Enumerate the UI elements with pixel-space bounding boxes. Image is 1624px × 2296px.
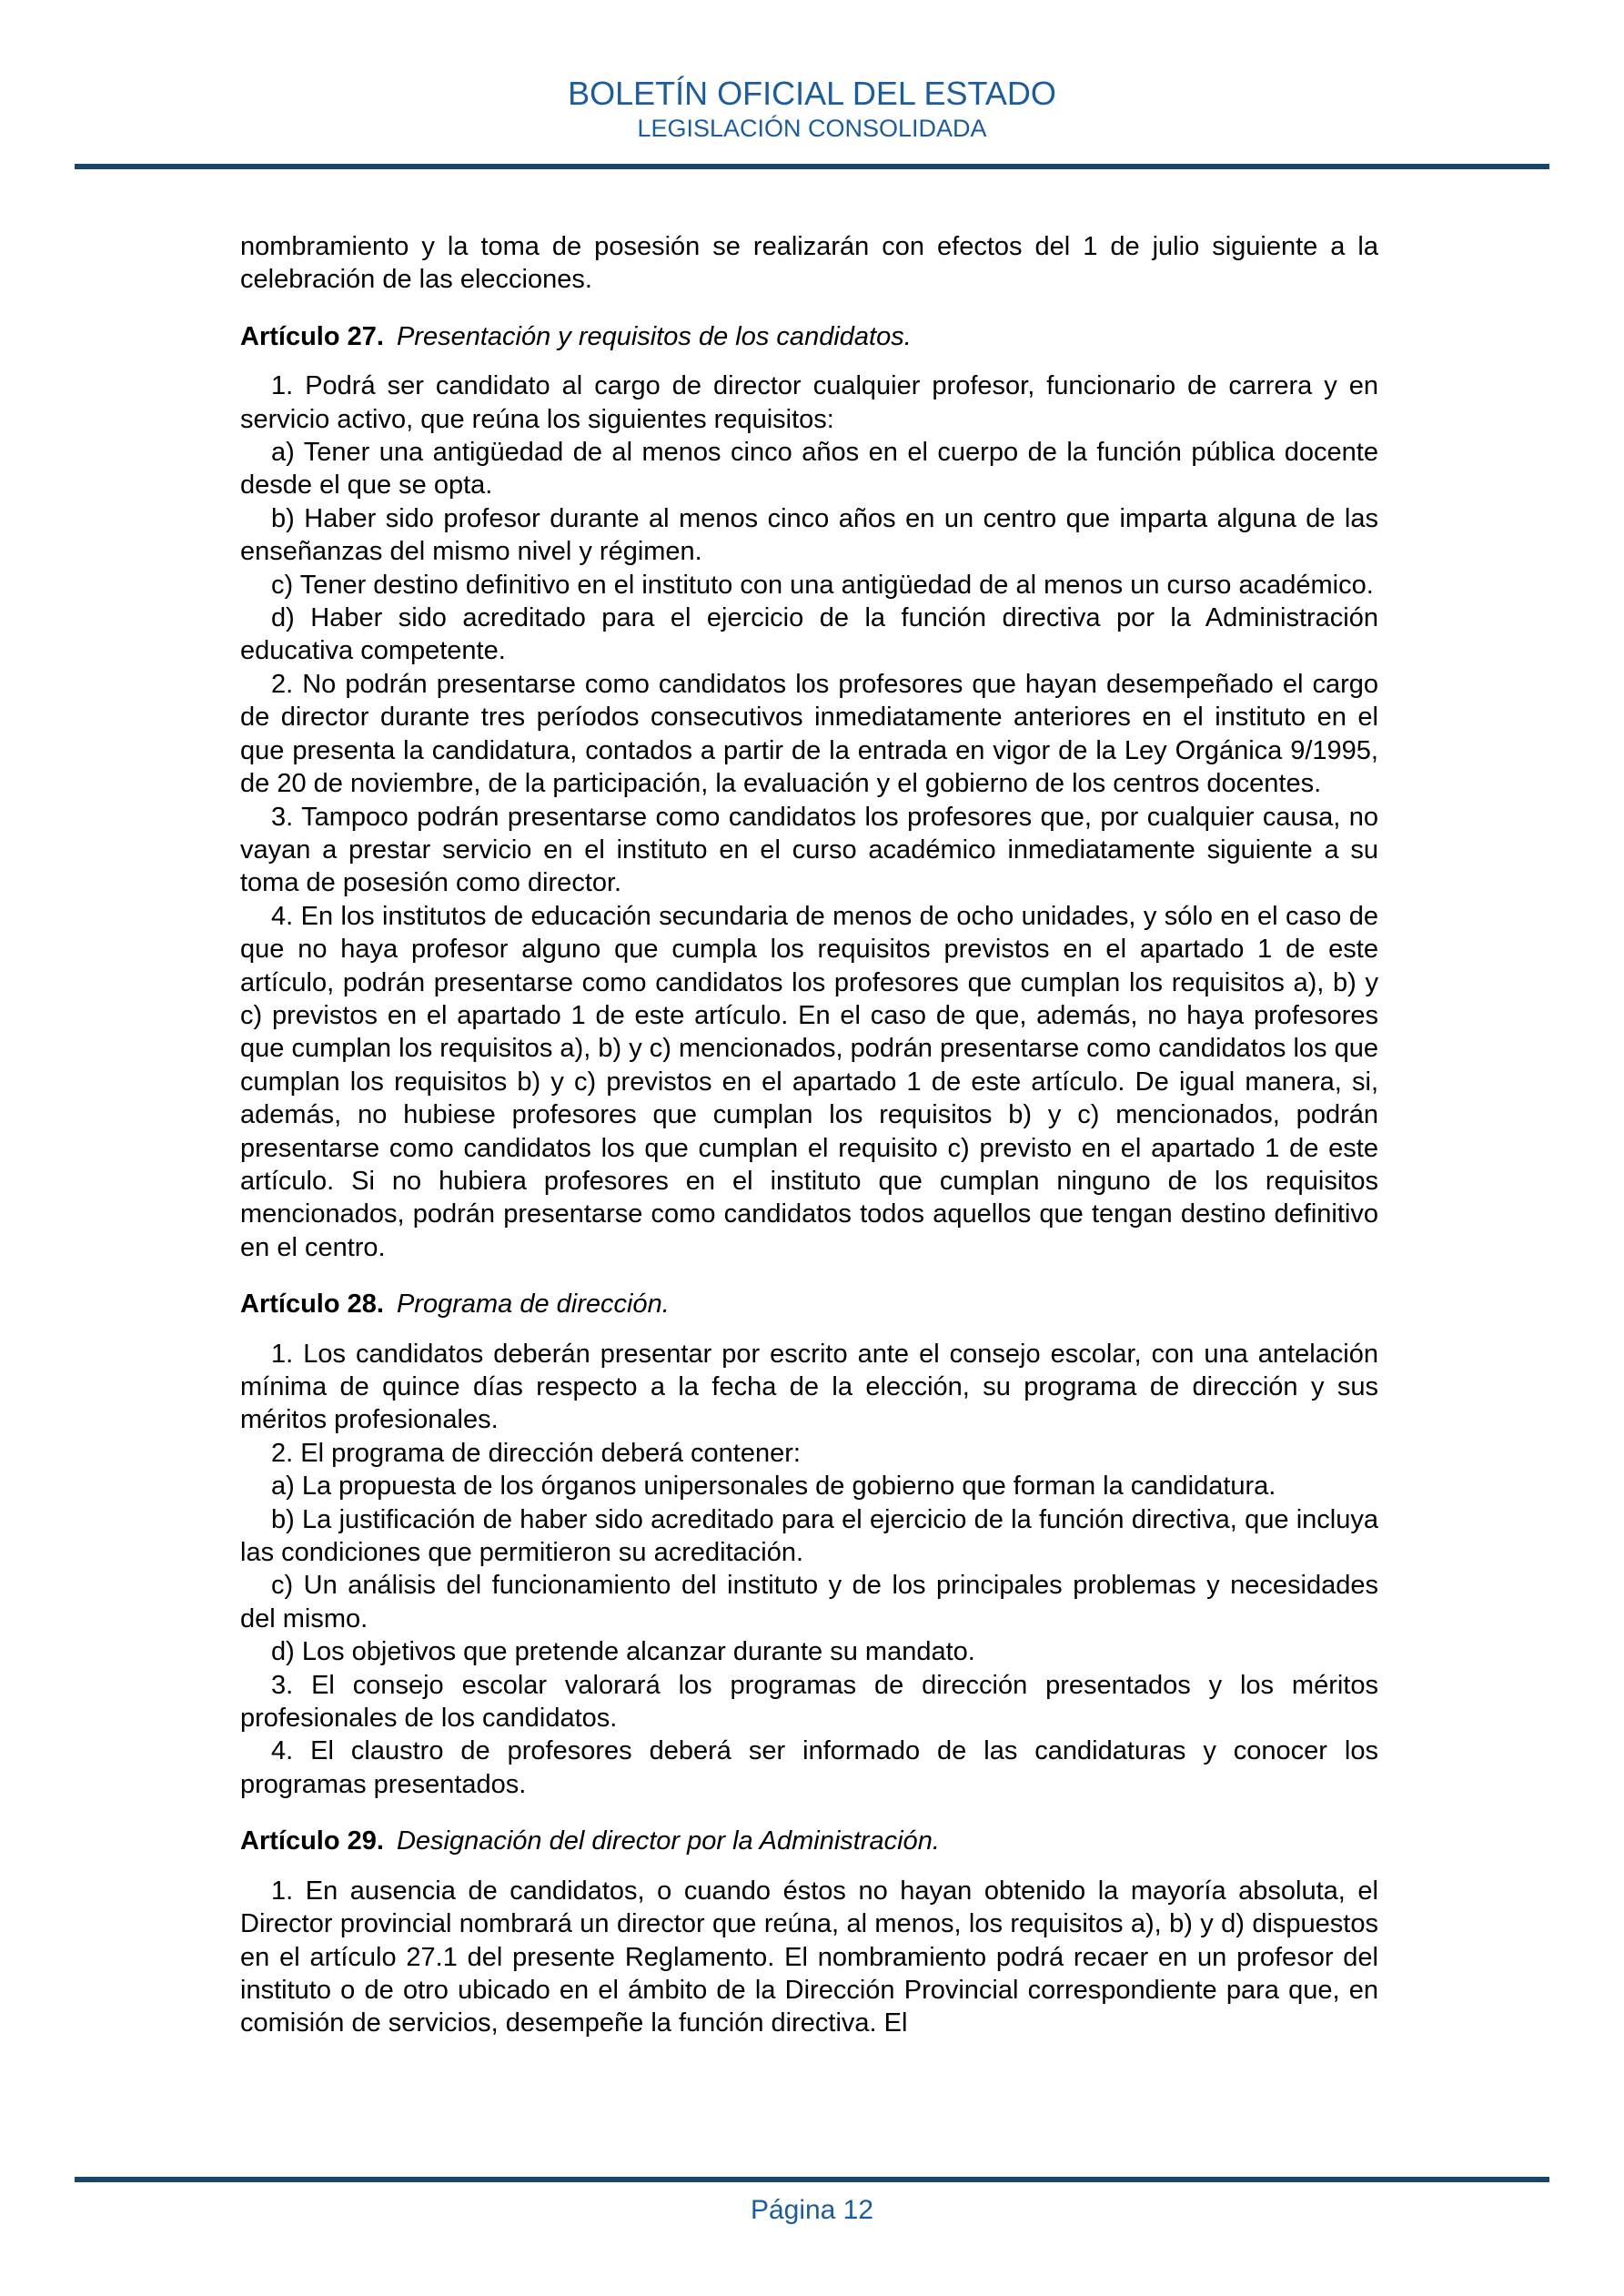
article-number: Artículo 29.	[240, 1826, 384, 1856]
article-number: Artículo 27.	[240, 321, 384, 351]
page-subtitle: LEGISLACIÓN CONSOLIDADA	[637, 115, 987, 142]
article-title: Programa de dirección.	[396, 1290, 670, 1320]
page-title: BOLETÍN OFICIAL DEL ESTADO	[568, 75, 1056, 112]
paragraph: c) Un análisis del funcionamiento del instituto y de los principales problemas y necesidades del mismo.	[240, 1571, 1378, 1633]
footer-divider	[75, 2177, 1549, 2182]
paragraph: 1. Podrá ser candidato al cargo de director cualquier profesor, funcionario de carrera y en servicio activo, que reúna los siguientes requisitos:	[240, 371, 1378, 434]
document-body	[240, 230, 1378, 2040]
article-number: Artículo 28.	[240, 1290, 384, 1320]
paragraph: a) Tener una antigüedad de al menos cinco años en el cuerpo de la función pública docente desde el que se opta.	[240, 438, 1378, 501]
paragraph: 4. El claustro de profesores deberá ser informado de las candidaturas y conocer los programas presentados.	[240, 1736, 1378, 1799]
article-27-heading	[240, 320, 1378, 353]
paragraph: 2. El programa de dirección deberá contener:	[271, 1438, 801, 1468]
paragraph: 1. En ausencia de candidatos, o cuando éstos no hayan obtenido la mayoría absoluta, el Director provincial nombrará un director que reúna, al menos, los requisitos a), b) y d) dispuestos en el artículo 27.1 del presente Reglamento. El nombramiento podrá recaer en un profesor del instituto o de otro ubicado en el ámbito de la Dirección Provincial correspondiente para que, en comisión de servicios, desempeñe la función directiva. El	[240, 1876, 1378, 2038]
paragraph: nombramiento y la toma de posesión se realizarán con efectos del 1 de julio siguiente a la celebración de las elecciones.	[240, 232, 1378, 295]
article-title: Presentación y requisitos de los candidatos.	[396, 321, 912, 351]
paragraph: 3. Tampoco podrán presentarse como candidatos los profesores que, por cualquier causa, no vayan a prestar servicio en el instituto en el curso académico inmediatamente siguiente a su toma de posesión como director.	[240, 802, 1378, 898]
paragraph: c) Tener destino definitivo en el instituto con una antigüedad de al menos un curso académico.	[271, 570, 1374, 600]
header-divider	[75, 164, 1549, 169]
article-29-heading	[240, 1825, 1378, 1857]
paragraph: 2. No podrán presentarse como candidatos los profesores que hayan desempeñado el cargo de director durante tres períodos consecutivos inmediatamente anteriores en el instituto en el que presenta la candidatura, contados a partir de la entrada en vigor de la Ley Orgánica 9/1995, de 20 de noviembre, de la participación, la evaluación y el gobierno de los centros docentes.	[240, 669, 1378, 799]
paragraph: a) La propuesta de los órganos unipersonales de gobierno que forman la candidatura.	[271, 1472, 1276, 1502]
page-number-label: Página 12	[750, 2195, 874, 2225]
paragraph: d) Haber sido acreditado para el ejercicio de la función directiva por la Administración educativa competente.	[240, 603, 1378, 666]
paragraph: 1. Los candidatos deberán presentar por escrito ante el consejo escolar, con una antelación mínima de quince días respecto a la fecha de la elección, su programa de dirección y sus méritos profesionales.	[240, 1339, 1378, 1435]
paragraph: 3. El consejo escolar valorará los programas de dirección presentados y los méritos profesionales de los candidatos.	[240, 1670, 1378, 1734]
article-28-heading	[240, 1288, 1378, 1320]
paragraph: b) Haber sido profesor durante al menos cinco años en un centro que imparta alguna de las enseñanzas del mismo nivel y régimen.	[240, 503, 1378, 567]
article-title: Designación del director por la Administración.	[396, 1826, 940, 1856]
paragraph: b) La justificación de haber sido acreditado para el ejercicio de la función directiva, que incluya las condiciones que permitieron su acreditación.	[240, 1504, 1378, 1568]
paragraph: d) Los objetivos que pretende alcanzar durante su mandato.	[271, 1637, 975, 1667]
paragraph: 4. En los institutos de educación secundaria de menos de ocho unidades, y sólo en el caso de que no haya profesor alguno que cumpla los requisitos previstos en el apartado 1 de este artículo, podrán presentarse como candidatos los profesores que cumplan los requisitos a), b) y c) previstos en el apartado 1 de este artículo. En el caso de que, además, no haya profesores que cumplan los requisitos a), b) y c) mencionados, podrán presentarse como candidatos los que cumplan los requisitos b) y c) previstos en el apartado 1 de este artículo. De igual manera, si, además, no hubiese profesores que cumplan los requisitos b) y c) mencionados, podrán presentarse como candidatos los que cumplan el requisito c) previsto en el apartado 1 de este artículo. Si no hubiera profesores en el instituto que cumplan ninguno de los requisitos mencionados, podrán presentarse como candidatos todos aquellos que tengan destino definitivo en el centro.	[240, 901, 1378, 1262]
